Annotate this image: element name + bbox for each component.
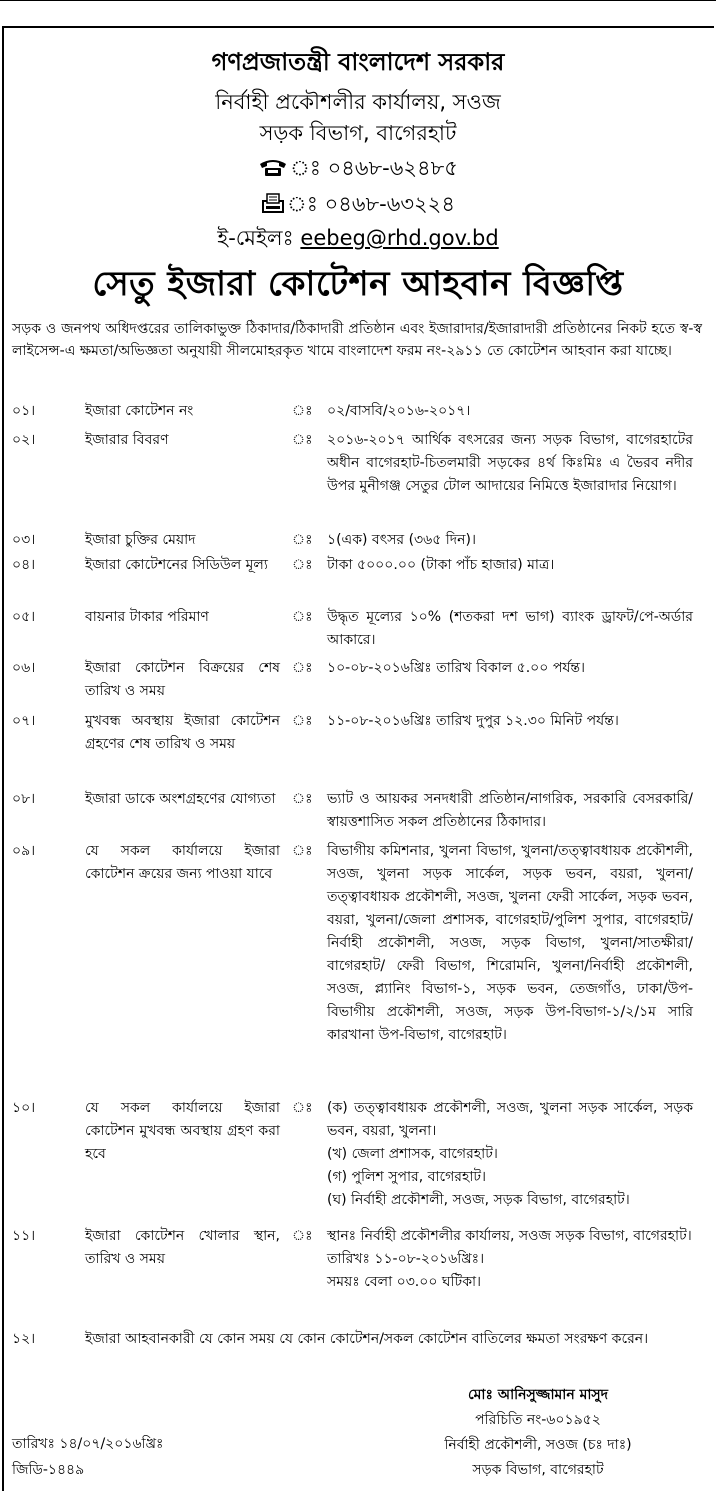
phone-line (0, 152, 716, 187)
signatory-name: মোঃ আনিসুজ্জামান মাসুদ (467, 1387, 609, 1403)
item-value: (ক) তত্ত্বাবধায়ক প্রকৌশলী, সওজ, খুলনা সড়ক সার্কেল, সড়ক ভবন, বয়রা, খুলনা। (খ) জেলা প্রশাসক, বাগেরহাট। (গ) পুলিশ সুপার, বাগেরহাট। (ঘ) নির্বাহী প্রকৌশলী, সওজ, সড়ক বিভাগ, বাগেরহাট। (327, 1100, 693, 1208)
item-label: ইজারা আহবানকারী যে কোন সময় যে কোন কোটেশন/সকল কোটেশন বাতিলের ক্ষমতা সংরক্ষণ করেন। (85, 1331, 649, 1347)
item-label: ইজারা কোটেশনের সিডিউল মূল্য (85, 557, 268, 573)
item-number: ০৭। (12, 713, 36, 729)
item-label: ইজারার বিবরণ (85, 432, 169, 448)
fax-line (0, 188, 716, 223)
item-value: টাকা ৫০০০.০০ (টাকা পাঁচ হাজার) মাত্র। (327, 557, 555, 573)
item-value: ১০-০৮-২০১৬খ্রিঃ তারিখ বিকাল ৫.০০ পর্যন্ত। (327, 660, 586, 676)
signatory-designation: নির্বাহী প্রকৌশলী, সওজ (চঃ দাঃ) (444, 1437, 632, 1453)
item-value: ০২/বাসবি/২০১৬-২০১৭। (327, 403, 471, 419)
item-number: ০২। (12, 432, 36, 448)
email-line (0, 222, 716, 257)
item-value: ১(এক) বৎসর (৩৬৫ দিন)। (327, 532, 476, 548)
item-number: ০৩। (12, 532, 36, 548)
item-value: উদ্ধৃত মূল্যের ১০% (শতকরা দশ ভাগ) ব্যাংক ড্রাফট/পে-অর্ডার আকারে। (327, 609, 693, 648)
item-value: বিভাগীয় কমিশনার, খুলনা বিভাগ, খুলনা/তত্ত্বাবধায়ক প্রকৌশলী, সওজ, খুলনা সড়ক সার্কেল, সড়ক ভবন, বয়রা, খুলনা/তত্ত্বাবধায়ক প্রকৌশলী, সওজ, খুলনা ফেরী সার্কেল, সড়ক ভবন, বয়রা, খুলনা/জেলা প্রশাসক, বাগেরহাট/পুলিশ সুপার, বাগেরহাট/নির্বাহী প্রকৌশলী, সওজ, সড়ক বিভাগ, খুলনা/সাতক্ষীরা/বাগেরহাট/ ফেরী বিভাগ, শিরোমনি, খুলনা/নির্বাহী প্রকৌশলী, সওজ, প্ল্যানিং বিভাগ-১, সড়ক ভবন, তেজগাঁও, ঢাকা/উপ-বিভাগীয় প্রকৌশলী, সওজ, সড়ক উপ-বিভাগ-১/২/১ম সারি কারখানা উপ-বিভাগ, বাগেরহাট। (327, 843, 693, 1043)
notice-title: সেতু ইজারা কোটেশন আহবান বিজ্ঞপ্তি (92, 264, 624, 304)
item-label: বায়নার টাকার পরিমাণ (85, 609, 209, 625)
item-colon: ঃ (292, 1228, 313, 1244)
item-number: ১২। (12, 1331, 36, 1347)
telephone-icon (258, 157, 288, 182)
item-label: যে সকল কার্যালয়ে ইজারা কোটেশন মুখবন্ধ অবস্থায় গ্রহণ করা হবে (85, 1100, 280, 1162)
phone-number: ঃ ০৪৬৮-৬২৪৮৫ (290, 156, 458, 180)
email-label: ই-মেইলঃ (217, 226, 301, 250)
top-border (0, 0, 716, 7)
email-link[interactable]: eebeg@rhd.gov.bd (300, 226, 499, 250)
item-number: ০১। (12, 403, 36, 419)
item-value: ১১-০৮-২০১৬খ্রিঃ তারিখ দুপুর ১২.৩০ মিনিট পর্যন্ত। (327, 713, 619, 729)
item-colon: ঃ (292, 432, 313, 448)
item-label: ইজারা কোটেশন খোলার স্থান, তারিখ ও সময় (85, 1228, 280, 1267)
fax-number: ঃ ০৪৬৮-৬৩২২৪ (287, 192, 455, 216)
item-colon: ঃ (292, 843, 313, 859)
item-number: ০৫। (12, 609, 36, 625)
item-colon: ঃ (292, 403, 313, 419)
item-colon: ঃ (292, 609, 313, 625)
item-number: ১০। (12, 1100, 36, 1116)
item-number: ০৪। (12, 557, 36, 573)
item-number: ১১। (12, 1228, 36, 1244)
footer-gd: জিডি-১৪৪৯ (12, 1462, 85, 1478)
item-label: ইজারা কোটেশন নং (85, 403, 194, 419)
item-colon: ঃ (292, 1100, 313, 1116)
item-colon: ঃ (292, 557, 313, 573)
intro-paragraph: সড়ক ও জনপথ অধিদপ্তরের তালিকাভুক্ত ঠিকাদার/ঠিকাদারী প্রতিষ্ঠান এবং ইজারাদার/ইজারাদারী প্রতিষ্ঠানের নিকট হতে স্ব-স্ব লাইসেন্স-এ ক্ষমতা/অভিজ্ঞতা অনুযায়ী সীলমোহরকৃত খামে বাংলাদেশ ফরম নং-২৯১১ তে কোটেশন আহবান করা যাচ্ছে। (12, 321, 702, 359)
division-name: সড়ক বিভাগ, বাগেরহাট (259, 121, 457, 145)
office-name: নির্বাহী প্রকৌশলীর কার্যালয়, সওজ (215, 90, 501, 114)
item-value: ভ্যাট ও আয়কর সনদধারী প্রতিষ্ঠান/নাগরিক, সরকারি বেসরকারি/স্বায়ত্তশাসিত সকল প্রতিষ্ঠানের ঠিকাদার। (327, 791, 693, 830)
govt-title: গণপ্রজাতন্ত্রী বাংলাদেশ সরকার (211, 48, 505, 76)
item-label: মুখবন্ধ অবস্থায় ইজারা কোটেশন গ্রহণের শেষ তারিখ ও সময় (85, 713, 280, 752)
item-value: স্থানঃ নির্বাহী প্রকৌশলীর কার্যালয়, সওজ সড়ক বিভাগ, বাগেরহাট। তারিখঃ ১১-০৮-২০১৬খ্রিঃ। সময়ঃ বেলা ০৩.০০ ঘটিকা। (327, 1228, 692, 1290)
item-label: ইজারা ডাকে অংশগ্রহণের যোগ্যতা (85, 791, 276, 807)
item-number: ০৯। (12, 843, 36, 859)
item-label: যে সকল কার্যালয়ে ইজারা কোটেশন ক্রয়ের জন্য পাওয়া যাবে (85, 843, 280, 882)
footer-date: তারিখঃ ১৪/০৭/২০১৬খ্রিঃ (12, 1436, 164, 1452)
item-colon: ঃ (292, 713, 313, 729)
signatory-office: সড়ক বিভাগ, বাগেরহাট (472, 1462, 604, 1478)
item-number: ০৬। (12, 660, 36, 676)
item-colon: ঃ (292, 791, 313, 807)
item-colon: ঃ (292, 660, 313, 676)
item-value: ২০১৬-২০১৭ আর্থিক বৎসরের জন্য সড়ক বিভাগ, বাগেরহাটের অধীন বাগেরহাট-চিতলমারী সড়কের ৪র্থ কিঃমিঃ এ ভৈরব নদীর উপর মুনীগঞ্জ সেতুর টোল আদায়ের নিমিত্তে ইজারাদার নিয়োগ। (327, 432, 693, 494)
item-label: ইজারা চুক্তির মেয়াদ (85, 532, 196, 548)
item-number: ০৮। (12, 791, 36, 807)
fax-icon (261, 193, 285, 218)
item-label: ইজারা কোটেশন বিক্রয়ের শেষ তারিখ ও সময় (85, 660, 280, 699)
signatory-id: পরিচিতি নং-৬০১৯৫২ (475, 1412, 601, 1428)
signature-block (390, 1383, 686, 1483)
item-colon: ঃ (292, 532, 313, 548)
